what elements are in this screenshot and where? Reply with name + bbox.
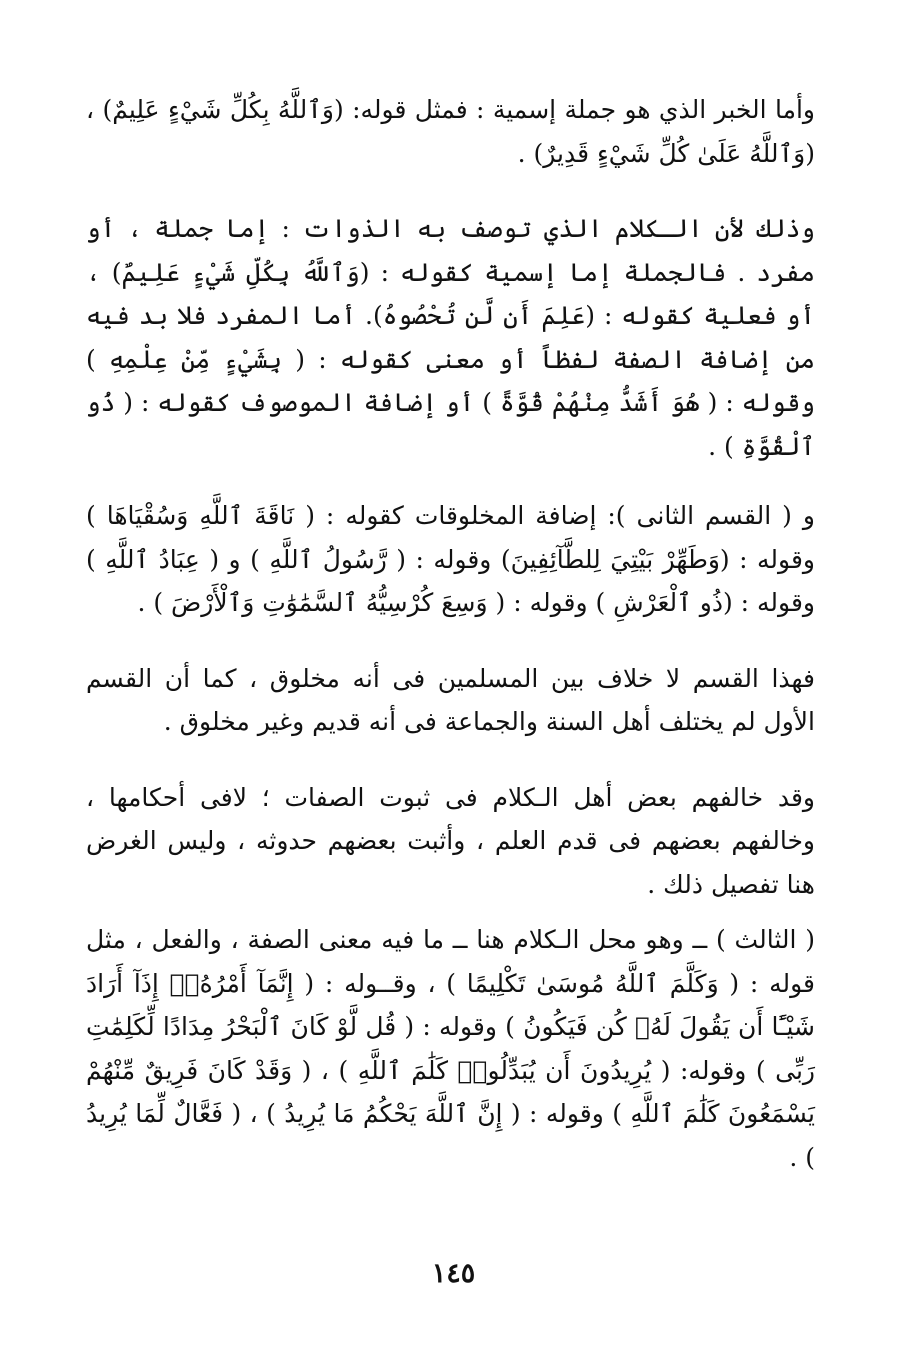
page-number: ١٤٥ xyxy=(431,1258,476,1289)
paragraph-disagreement: وقد خالفهم بعض أهل الـكلام فى ثبوت الصفات ؛ لافى أحكامها ، وخالفهم بعضهم فى قدم العلم ، وأثبت بعضهم حدوثه ، وليس الغرض هنا تفصيل ذلك . xyxy=(86,782,815,899)
paragraph-nominal-predicate: وأما الخبر الذي هو جملة إسمية : فمثل قوله: (وَٱللَّهُ بِكُلِّ شَيْءٍ عَلِيمٌ) ، (وَٱللَّهُ عَلَىٰ كُلِّ شَيْءٍ قَدِيرٌ) . xyxy=(86,95,815,168)
paragraph-speech-description: وذلك لأن الـكلام الذي توصف به الذوات : إما جملة ، أو مفرد . فالجملة إما إسمية كقوله : (وَٱللَّهُ بِكُلِّ شَيْءٍ عَلِيمٌ) ، أو فعلية كقوله : (عَلِمَ أَن لَّن تُحْصُوهُ). أما المفرد فلا بد فيه من إضافة الصفة لفظاً أو معنى كقوله : ( بِشَيْءٍ مِّنْ عِلْمِهِ ) وقوله : ( هُوَ أَشَدُّ مِنْهُمْ قُوَّةً ) أو إضافة الموصوف كقوله : ( ذُو ٱلْقُوَّةِ ) . xyxy=(86,214,815,461)
paragraph-no-dispute: فهذا القسم لا خلاف بين المسلمين فى أنه مخلوق ، كما أن القسم الأول لم يختلف أهل السنة والجماعة فى أنه قديم وغير مخلوق . xyxy=(86,663,815,736)
paragraph-third-section: ( الثالث ) ــ وهو محل الـكلام هنا ــ ما فيه معنى الصفة ، والفعل ، مثل قوله : ( وَكَلَّمَ ٱللَّهُ مُوسَىٰ تَكْلِيمًا ) ، وقــوله : ( إِنَّمَآ أَمْرُهُۥٓ إِذَآ أَرَادَ شَيْـًٔا أَن يَقُولَ لَهُۥ كُن فَيَكُونُ ) وقوله : ( قُل لَّوْ كَانَ ٱلْبَحْرُ مِدَادًا لِّكَلِمَٰتِ رَبِّى ) وقوله: ( يُرِيدُونَ أَن يُبَدِّلُوا۟ كَلَٰمَ ٱللَّهِ ) ، ( وَقَدْ كَانَ فَرِيقٌ مِّنْهُمْ يَسْمَعُونَ كَلَٰمَ ٱللَّهِ ) وقوله : ( إِنَّ ٱللَّهَ يَحْكُمُ مَا يُرِيدُ ) ، ( فَعَّالٌ لِّمَا يُرِيدُ ) . xyxy=(86,925,815,1172)
paragraph-second-section: و ( القسم الثانى ): إضافة المخلوقات كقوله : ( نَاقَةَ ٱللَّهِ وَسُقْيَاهَا ) وقوله : (وَطَهِّرْ بَيْتِيَ لِلطَّآئِفِينَ) وقوله : ( رَّسُولُ ٱللَّهِ ) و ( عِبَادُ ٱللَّهِ ) وقوله : (ذُو ٱلْعَرْشِ ) وقوله : ( وَسِعَ كُرْسِيُّهُ ٱلسَّمَٰوَٰتِ وَٱلْأَرْضَ ) . xyxy=(86,501,815,617)
